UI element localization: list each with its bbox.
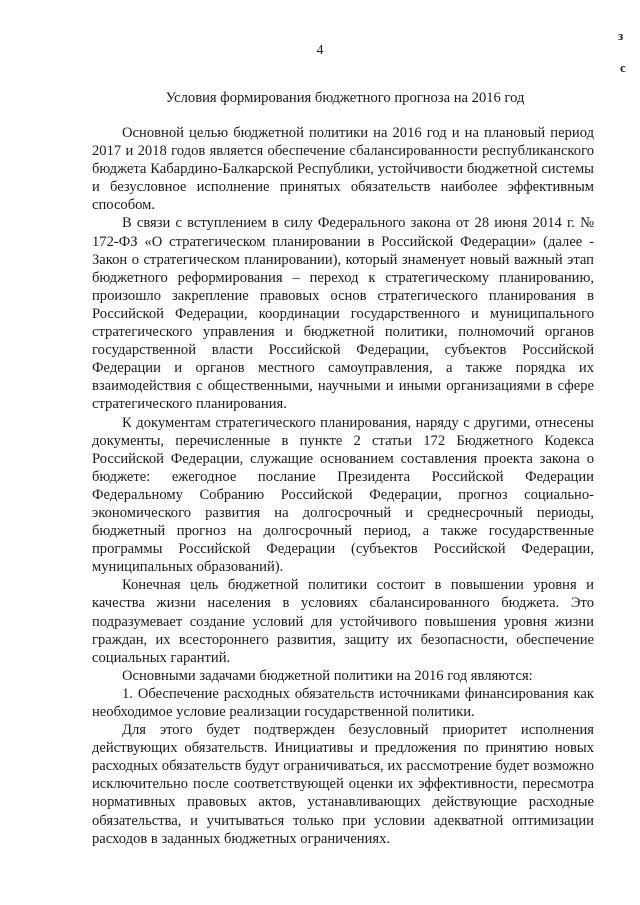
paragraph: Основными задачами бюджетной политики на 2016 год являются:	[122, 667, 533, 684]
paragraph: Основной целью бюджетной политики на 2016 год и на плановый период 2017 и 2018 годов является обеспечение сбалансированности республиканского бюджета Кабардино-Балкарской Республики, устойчивости бюджетной системы и безусловное исполнение принятых обязательств наиболее эффективным способом.	[92, 125, 594, 214]
section-title: Условия формирования бюджетного прогноза на 2016 год	[165, 90, 525, 106]
document-body	[92, 124, 594, 848]
paragraph: В связи с вступлением в силу Федерального закона от 28 июня 2014 г. № 172-ФЗ «О стратегическом планировании в Российской Федерации» (далее - Закон о стратегическом планировании), который знаменует новый важный этап бюджетного реформирования – переход к стратегическому планированию, произошло закрепление правовых основ стратегического планирования в Российской Федерации, координации государственного и муниципального стратегического управления и бюджетной политики, полномочий органов государственной власти Российской Федерации, субъектов Российской Федерации и органов местного самоуправления, а также порядка их взаимодействия с общественными, научными и иными организациями в сфере стратегического планирования.	[92, 215, 594, 413]
paragraph: 1. Обеспечение расходных обязательств источниками финансирования как необходимое условие реализации государственной политики.	[92, 685, 594, 720]
page-number: 4	[316, 43, 324, 58]
paragraph: Для этого будет подтвержден безусловный приоритет исполнения действующих обязательств. Инициативы и предложения по принятию новых расходных обязательств будут ограничиваться, их рассмотрение будет возможно исключительно после соответствующей оценки их эффективности, пересмотра нормативных правовых актов, устанавливающих действующие расходные обязательства, и учитываться только при условии адекватной оптимизации расходов в заданных бюджетных ограничениях.	[92, 722, 594, 847]
margin-mark: с	[620, 60, 626, 75]
paragraph: Конечная цель бюджетной политики состоит в повышении уровня и качества жизни населения в условиях сбалансированного бюджета. Это подразумевает создание условий для устойчивого повышения уровня жизни граждан, их всестороннего развития, защиту их безопасности, обеспечение социальных гарантий.	[92, 577, 594, 666]
paragraph: К документам стратегического планирования, наряду с другими, отнесены документы, перечисленные в пункте 2 статьи 172 Бюджетного Кодекса Российской Федерации, служащие основанием составления проекта закона о бюджете: ежегодное послание Президента Российской Федерации Федеральному Собранию Российской Федерации, прогноз социально-экономического развития на долгосрочный и среднесрочный периоды, бюджетный прогноз на долгосрочный период, а также государственные программы Российской Федерации (субъектов Российской Федерации, муниципальных образований).	[92, 414, 594, 576]
margin-mark: з	[618, 28, 624, 43]
